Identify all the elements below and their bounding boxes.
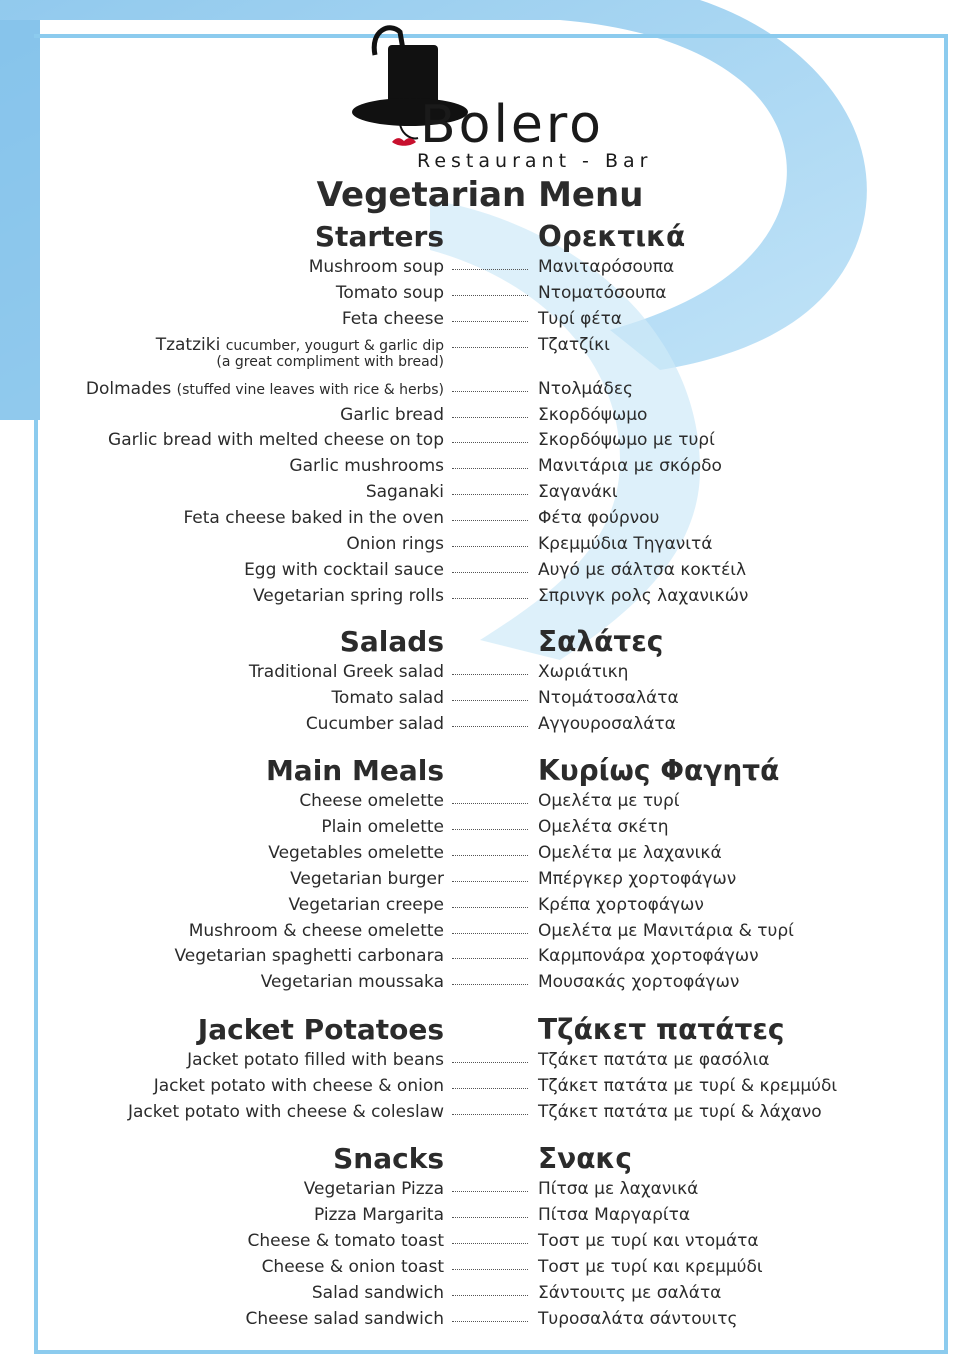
- item-name-en-text: Jacket potato with cheese & coleslaw: [127, 1101, 444, 1122]
- item-name-en-text: Tzatziki: [155, 334, 221, 355]
- item-name-en-text: Garlic bread: [340, 404, 444, 425]
- dotted-leader: [452, 321, 528, 322]
- dotted-leader: [452, 726, 528, 727]
- item-name-en-text: Vegetarian spring rolls: [252, 585, 444, 606]
- item-name-gr: Κρεμμύδια Τηγανιτά: [538, 534, 713, 554]
- dotted-leader: [452, 829, 528, 830]
- section-title-en: Starters: [314, 220, 444, 253]
- item-name-en-text: Tomato salad: [331, 687, 444, 708]
- item-name-en: [262, 1256, 444, 1278]
- menu-item-row: [0, 1204, 960, 1230]
- item-note-en: (a great compliment with bread): [216, 353, 444, 370]
- item-name-gr: Μπέργκερ χορτοφάγων: [538, 868, 737, 889]
- dotted-leader: [452, 1114, 528, 1115]
- menu-item-row: [0, 282, 960, 308]
- item-name-gr: Φέτα φούρνου: [538, 508, 660, 529]
- dotted-leader: [452, 572, 528, 573]
- menu-item-row: [0, 790, 960, 816]
- item-name-gr: Τοστ με τυρί και κρεμμύδι: [538, 1256, 763, 1277]
- item-name-en-text: Vegetarian moussaka: [260, 972, 444, 993]
- section-title-gr: Σαλάτες: [538, 625, 664, 658]
- item-name-gr: Ομελέτα σκέτη: [538, 816, 669, 837]
- dotted-leader: [452, 958, 528, 959]
- dotted-leader: [452, 984, 528, 985]
- menu-item-row: [0, 945, 960, 971]
- item-name-en: [290, 868, 444, 890]
- item-name-gr: Ομελέτα με Μανιτάρια & τυρί: [538, 920, 794, 941]
- item-name-gr: Ντοματόσουπα: [538, 282, 667, 303]
- item-name-en-text: Salad sandwich: [311, 1282, 444, 1303]
- item-name-gr: Σκορδόψωμο: [538, 404, 648, 425]
- item-name-gr: Τυρί φέτα: [538, 308, 623, 329]
- dotted-leader: [452, 494, 528, 495]
- menu-item-row: [0, 816, 960, 842]
- item-name-gr: Τζάκετ πατάτα με φασόλια: [538, 1050, 770, 1070]
- item-name-en: [86, 378, 444, 401]
- menu-item-row: [0, 842, 960, 868]
- dotted-leader: [452, 417, 528, 418]
- menu-item-row: [0, 1075, 960, 1101]
- item-name-gr: Τοστ με τυρί και ντομάτα: [538, 1230, 759, 1251]
- item-name-gr: Πίτσα Μαργαρίτα: [538, 1204, 691, 1225]
- menu-item-row: [0, 334, 960, 370]
- menu-item-row: [0, 713, 960, 739]
- item-name-en: [342, 308, 444, 330]
- item-name-en: [108, 429, 444, 451]
- item-name-en-text: Onion rings: [346, 534, 444, 554]
- item-name-en: [253, 585, 444, 607]
- brand-subtitle: Restaurant - Bar: [417, 150, 653, 172]
- dotted-leader: [452, 347, 528, 348]
- section-title-en: Jacket Potatoes: [197, 1013, 444, 1046]
- menu-item-row: [0, 533, 960, 559]
- menu-item-row: [0, 481, 960, 507]
- item-name-gr: Τζάκετ πατάτα με τυρί & κρεμμύδι: [538, 1075, 838, 1096]
- dotted-leader: [452, 1088, 528, 1089]
- item-name-en: [314, 1204, 444, 1226]
- item-name-en: [306, 713, 444, 735]
- item-name-en: [174, 945, 444, 967]
- item-name-en-text: Vegetarian spaghetti carbonara: [174, 946, 444, 967]
- menu-item-row: [0, 256, 960, 282]
- dotted-leader: [452, 881, 528, 882]
- dotted-leader: [452, 1321, 528, 1322]
- dotted-leader: [452, 391, 528, 392]
- section-title-en: Main Meals: [265, 754, 444, 787]
- dotted-leader: [452, 468, 528, 469]
- item-name-gr: Σάντουιτς με σαλάτα: [538, 1282, 722, 1303]
- item-name-en-text: Feta cheese: [341, 308, 444, 329]
- menu-item-row: [0, 507, 960, 533]
- dotted-leader: [452, 520, 528, 521]
- item-name-en: [366, 481, 444, 503]
- menu-item-row: [0, 868, 960, 894]
- item-name-en: [268, 842, 444, 864]
- dotted-leader: [452, 1269, 528, 1270]
- item-name-en-text: Mushroom & cheese omelette: [188, 920, 444, 941]
- dotted-leader: [452, 295, 528, 296]
- item-name-en: [246, 1308, 444, 1330]
- menu-item-row: [0, 1282, 960, 1308]
- item-name-en: [128, 1101, 444, 1123]
- item-name-gr: Αυγό με σάλτσα κοκτέιλ: [538, 559, 747, 580]
- menu-item-row: [0, 920, 960, 946]
- dotted-leader: [452, 855, 528, 856]
- item-name-en: [331, 687, 444, 709]
- item-name-en: [299, 790, 444, 812]
- item-name-en: [346, 533, 444, 555]
- item-name-gr: Μανιταρόσουπα: [538, 257, 675, 277]
- item-name-gr: Χωριάτικη: [538, 662, 629, 682]
- item-name-gr: Πίτσα με λαχανικά: [538, 1179, 699, 1199]
- item-name-en: [309, 256, 444, 278]
- item-name-en: [288, 894, 444, 916]
- item-name-en-text: Dolmades: [85, 378, 172, 399]
- item-name-en-text: Vegetarian Pizza: [303, 1179, 444, 1199]
- dotted-leader: [452, 700, 528, 701]
- item-name-en: [261, 971, 444, 993]
- section-title-en: Salads: [339, 625, 444, 658]
- item-name-en-text: Garlic mushrooms: [289, 456, 444, 477]
- menu-item-row: [0, 308, 960, 334]
- item-name-en-text: Feta cheese baked in the oven: [183, 508, 444, 529]
- dotted-leader: [452, 1295, 528, 1296]
- item-name-en-text: Vegetables omelette: [268, 842, 444, 863]
- item-name-en: [183, 507, 444, 529]
- item-name-gr: Ομελέτα με λαχανικά: [538, 842, 722, 863]
- menu-title: Vegetarian Menu: [316, 175, 644, 215]
- item-name-en-text: Plain omelette: [321, 816, 444, 837]
- item-name-en-text: Garlic bread with melted cheese on top: [108, 430, 444, 451]
- item-name-en: [321, 816, 444, 838]
- item-name-gr: Μανιτάρια με σκόρδο: [538, 456, 722, 477]
- item-name-gr: Αγγουροσαλάτα: [538, 713, 676, 734]
- menu-item-row: [0, 559, 960, 585]
- item-name-en-text: Cheese & onion toast: [261, 1256, 444, 1277]
- section-title-gr: Ορεκτικά: [538, 220, 686, 253]
- section-title-en: Snacks: [333, 1142, 444, 1175]
- item-name-en: [187, 1049, 444, 1071]
- item-detail-en: cucumber, yougurt & garlic dip: [225, 337, 444, 354]
- item-name-en-text: Vegetarian burger: [290, 868, 444, 889]
- menu-item-row: [0, 1230, 960, 1256]
- menu-item-row: [0, 894, 960, 920]
- menu-item-row: [0, 378, 960, 404]
- item-name-en: [289, 455, 444, 477]
- section-title-gr: Σνακς: [538, 1142, 632, 1175]
- dotted-leader: [452, 1243, 528, 1244]
- menu-item-row: [0, 971, 960, 997]
- menu-item-row: [0, 661, 960, 687]
- item-name-en-text: Mushroom soup: [308, 257, 444, 277]
- item-name-en: [154, 1075, 444, 1097]
- item-name-en: [304, 1178, 444, 1200]
- item-name-gr: Ομελέτα με τυρί: [538, 791, 680, 811]
- menu-item-row: [0, 404, 960, 430]
- section-title-gr: Τζάκετ πατάτες: [538, 1013, 785, 1046]
- item-name-en-text: Pizza Margarita: [313, 1204, 444, 1225]
- item-name-en: [248, 1230, 444, 1252]
- item-name-en-text: Cucumber salad: [305, 713, 444, 734]
- menu-item-row: [0, 585, 960, 611]
- item-name-en: [312, 1282, 444, 1304]
- item-name-en-text: Cheese & tomato toast: [247, 1230, 444, 1251]
- item-name-gr: Κρέπα χορτοφάγων: [538, 894, 704, 915]
- menu-item-row: [0, 1049, 960, 1075]
- item-name-en-text: Cheese omelette: [299, 791, 444, 811]
- menu-item-row: [0, 1308, 960, 1334]
- item-name-en-text: Jacket potato with cheese & onion: [153, 1075, 444, 1096]
- dotted-leader: [452, 933, 528, 934]
- item-name-gr: Σαγανάκι: [538, 482, 618, 503]
- item-name-en-text: Jacket potato filled with beans: [187, 1050, 444, 1070]
- item-name-gr: Καρμπονάρα χορτοφάγων: [538, 946, 759, 967]
- item-name-en: [249, 661, 444, 683]
- item-name-en: [336, 282, 444, 304]
- dotted-leader: [452, 598, 528, 599]
- item-name-en-text: Vegetarian creepe: [288, 894, 444, 915]
- dotted-leader: [452, 1062, 528, 1063]
- item-name-gr: Τζατζίκι: [538, 334, 610, 355]
- item-name-en: [189, 920, 444, 942]
- section-title-gr: Κυρίως Φαγητά: [538, 754, 780, 787]
- dotted-leader: [452, 803, 528, 804]
- menu-item-row: [0, 1256, 960, 1282]
- item-name-gr: Τυροσαλάτα σάντουιτς: [538, 1308, 738, 1329]
- item-name-gr: Σκορδόψωμο με τυρί: [538, 430, 715, 451]
- item-name-en-text: Egg with cocktail sauce: [244, 559, 444, 580]
- item-name-en-text: Tomato soup: [335, 282, 444, 303]
- dotted-leader: [452, 1217, 528, 1218]
- item-name-gr: Τζάκετ πατάτα με τυρί & λάχανο: [538, 1101, 822, 1122]
- menu-item-row: [0, 1178, 960, 1204]
- item-name-en-text: Cheese salad sandwich: [245, 1308, 444, 1329]
- item-name-gr: Ντολμάδες: [538, 378, 634, 399]
- item-name-gr: Μουσακάς χορτοφάγων: [538, 972, 740, 993]
- dotted-leader: [452, 1191, 528, 1192]
- dotted-leader: [452, 546, 528, 547]
- item-name-en: [340, 404, 444, 426]
- item-name-en-text: Traditional Greek salad: [248, 662, 444, 682]
- dotted-leader: [452, 907, 528, 908]
- item-detail-en: (stuffed vine leaves with rice & herbs): [176, 381, 444, 398]
- dotted-leader: [452, 674, 528, 675]
- brand-name: Bolero: [420, 95, 604, 155]
- menu-item-row: [0, 1101, 960, 1127]
- menu-item-row: [0, 687, 960, 713]
- dotted-leader: [452, 442, 528, 443]
- item-name-en: [244, 559, 444, 581]
- menu-item-row: [0, 455, 960, 481]
- item-name-gr: Σπρινγκ ρολς λαχανικών: [538, 585, 749, 606]
- dotted-leader: [452, 269, 528, 270]
- item-name-gr: Ντομάτοσαλάτα: [538, 687, 679, 708]
- menu-item-row: [0, 429, 960, 455]
- item-name-en-text: Saganaki: [365, 482, 444, 503]
